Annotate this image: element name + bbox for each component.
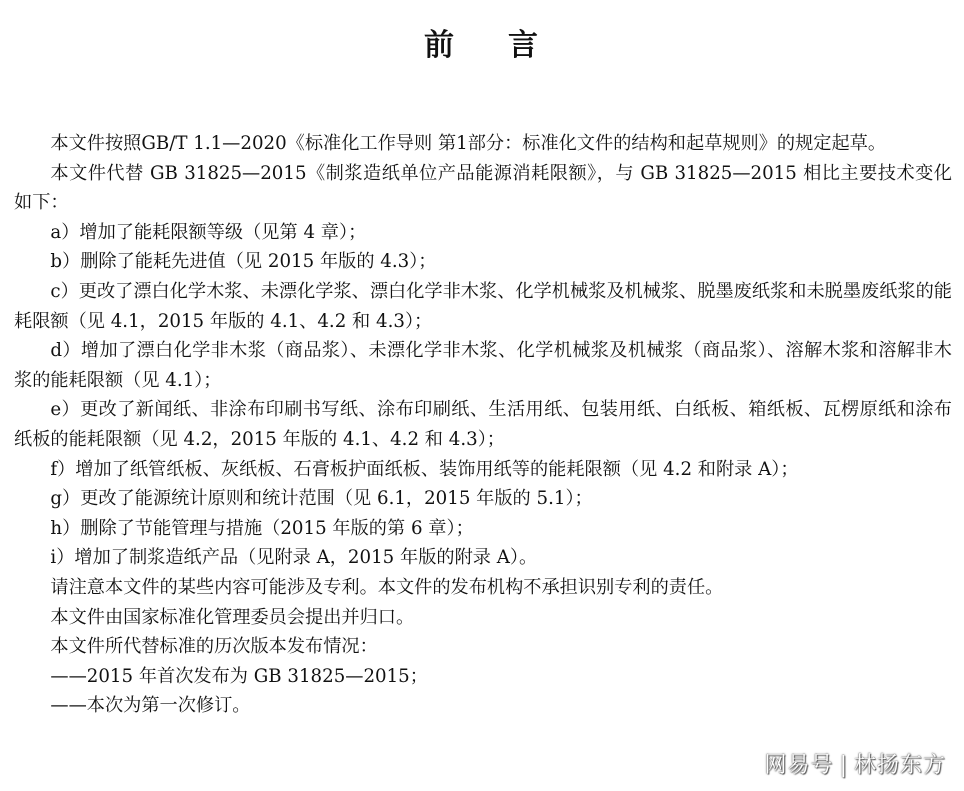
- history-item-first: ——2015 年首次发布为 GB 31825—2015；: [50, 665, 428, 687]
- change-item-a: a）增加了能耗限额等级（见第 4 章）；: [50, 221, 367, 243]
- change-item-g: g）更改了能源统计原则和统计范围（见 6.1，2015 年版的 5.1）；: [50, 488, 593, 510]
- change-item-d: d）增加了漂白化学非木浆（商品浆）、未漂化学非木浆、化学机械浆及机械浆（商品浆）、溶解木浆和溶解非木浆的能耗限额（见 4.1）；: [14, 340, 952, 391]
- paragraph-replaces: 本文件代替 GB 31825—2015《制浆造纸单位产品能源消耗限额》，与 GB 31825—2015 相比主要技术变化如下：: [14, 162, 952, 214]
- watermark-source: 网易号: [764, 753, 834, 778]
- paragraph-version-history: 本文件所代替标准的历次版本发布情况：: [50, 636, 378, 658]
- watermark-author: 林扬东方: [853, 753, 946, 778]
- change-item-e: e）更改了新闻纸、非涂布印刷书写纸、涂布印刷纸、生活用纸、包装用纸、白纸板、箱纸板、瓦楞原纸和涂布纸板的能耗限额（见 4.2，2015 年版的 4.1、4.2 和 4.3）；: [14, 399, 952, 450]
- watermark-separator: |: [839, 753, 848, 778]
- page-title: [0, 20, 964, 64]
- paragraph-patent-notice: 请注意本文件的某些内容可能涉及专利。本文件的发布机构不承担识别专利的责任。: [50, 576, 724, 598]
- change-item-f: f）增加了纸管纸板、灰纸板、石膏板护面纸板、装饰用纸等的能耗限额（见 4.2 和附录 A）；: [50, 458, 799, 480]
- change-item-c: c）更改了漂白化学木浆、未漂化学浆、漂白化学非木浆、化学机械浆及机械浆、脱墨废纸浆和未脱墨废纸浆的能耗限额（见 4.1，2015 年版的 4.1、4.2 和 4.3）；: [14, 280, 952, 332]
- change-item-h: h）删除了节能管理与措施（2015 年版的第 6 章）；: [50, 517, 474, 539]
- change-item-i: i）增加了制浆造纸产品（见附录 A，2015 年版的附录 A）。: [50, 547, 538, 569]
- paragraph-intro-drafting: 本文件按照GB/T 1.1—2020《标准化工作导则 第1部分：标准化文件的结构和起草规则》的规定起草。: [50, 133, 887, 154]
- title-char-1: 前: [424, 28, 456, 63]
- document-body: [14, 129, 952, 721]
- history-item-revision: ——本次为第一次修订。: [50, 695, 251, 717]
- title-char-2: 言: [508, 28, 540, 63]
- watermark: [765, 748, 946, 779]
- change-item-b: b）删除了能耗先进值（见 2015 年版的 4.3）；: [50, 251, 437, 273]
- paragraph-proposer: 本文件由国家标准化管理委员会提出并归口。: [50, 606, 415, 628]
